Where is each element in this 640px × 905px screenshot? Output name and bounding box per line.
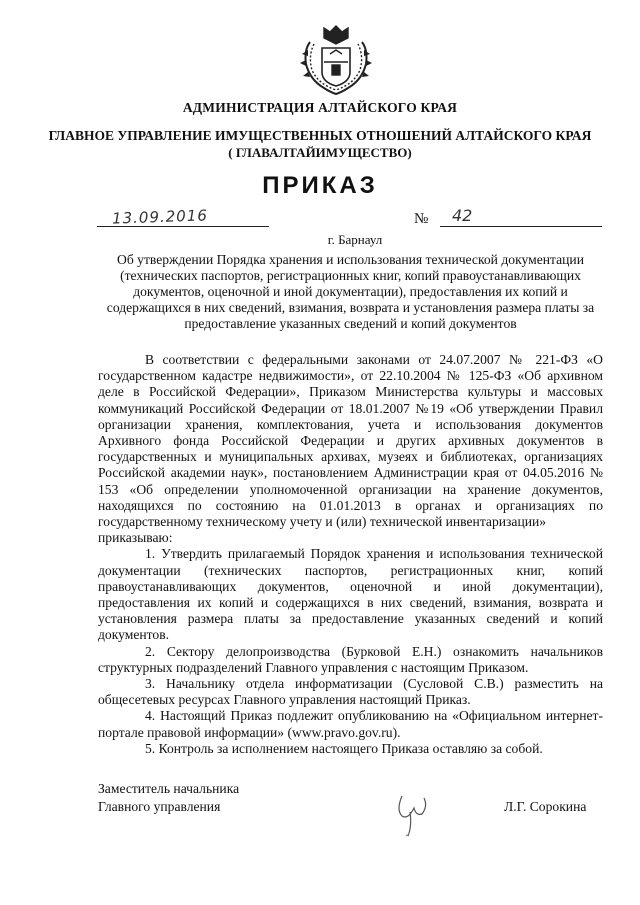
document-subject: Об утверждении Порядка хранения и использования технической документации (технических паспортов, регистрационных книг, копий правоустанавливающих документов, оценочной и иной документации), предоставления их копий и содержащихся в них сведений, взимания, возврата и установления размера платы за предоставление указанных сведений и копий документов (106, 252, 595, 331)
order-item-2: 2. Сектору делопроизводства (Бурковой Е.Н.) ознакомить начальников структурных подразделений Главного управления с настоящим Приказом. (98, 643, 603, 675)
preamble-paragraph: В соответствии с федеральными законами от 24.07.2007 № 221-ФЗ «О государственном кадастре недвижимости», от 22.10.2004 № 125-ФЗ «Об архивном деле в Российской Федерации», Приказом Министерства культуры и массовых коммуникаций Российской Федерации от 18.01.2007 №19 «Об утверждении Правил организации хранения, комплектования, учета и использования документов Архивного фонда Российской Федерации и других архивных документов в государственных и муниципальных архивах, музеях и библиотеках, организациях Российской академии наук», постановлением Администрации края от 04.05.2016 № 153 «Об определении уполномоченной организации на хранение документов, находящихся по состоянию на 01.01.2013 в органах и организациях по государственному техническому учету и (или) технической инвентаризации» (98, 352, 603, 530)
document-body (98, 352, 603, 757)
number-label: № (414, 211, 429, 227)
org-name-administration: АДМИНИСТРАЦИЯ АЛТАЙСКОГО КРАЯ (182, 100, 458, 115)
signer-position-line2: Главного управления (98, 799, 221, 814)
document-city: г. Барнаул (327, 232, 383, 247)
orders-word: приказываю: (98, 530, 173, 546)
order-item-1: 1. Утвердить прилагаемый Порядок хранения и использования технической документации (технических паспортов, регистрационных книг, копий правоустанавливающих документов, оценочной и иной документации), предоставления их копий и содержащихся в них сведений, взимания, возврата и установления размера платы за предоставление указанных сведений и копий документов. (98, 546, 603, 643)
signer-position-line1: Заместитель начальника (98, 781, 240, 796)
org-name-main-department: ГЛАВНОЕ УПРАВЛЕНИЕ ИМУЩЕСТВЕННЫХ ОТНОШЕНИЙ АЛТАЙСКОГО КРАЯ (48, 128, 592, 143)
order-item-4: 4. Настоящий Приказ подлежит опубликованию на «Официальном интернет-портале правовой информации» (www.pravo.gov.ru). (98, 708, 603, 740)
document-date: 13.09.2016 (111, 206, 209, 228)
number-underline (440, 226, 602, 227)
order-item-3: 3. Начальнику отдела информатизации (Сусловой С.В.) разместить на общесетевых ресурсах Главного управления настоящий Приказ. (98, 676, 603, 708)
document-number: 42 (452, 206, 473, 225)
document-title: ПРИКАЗ (262, 172, 378, 199)
org-name-short: ( ГЛАВАЛТАЙИМУЩЕСТВО) (228, 145, 412, 160)
coat-of-arms-emblem (296, 20, 376, 98)
signer-name: Л.Г. Сорокина (504, 799, 587, 814)
order-item-5: 5. Контроль за исполнением настоящего Приказа оставляю за собой. (145, 740, 543, 756)
date-underline (97, 226, 269, 227)
handwritten-signature (388, 786, 448, 846)
